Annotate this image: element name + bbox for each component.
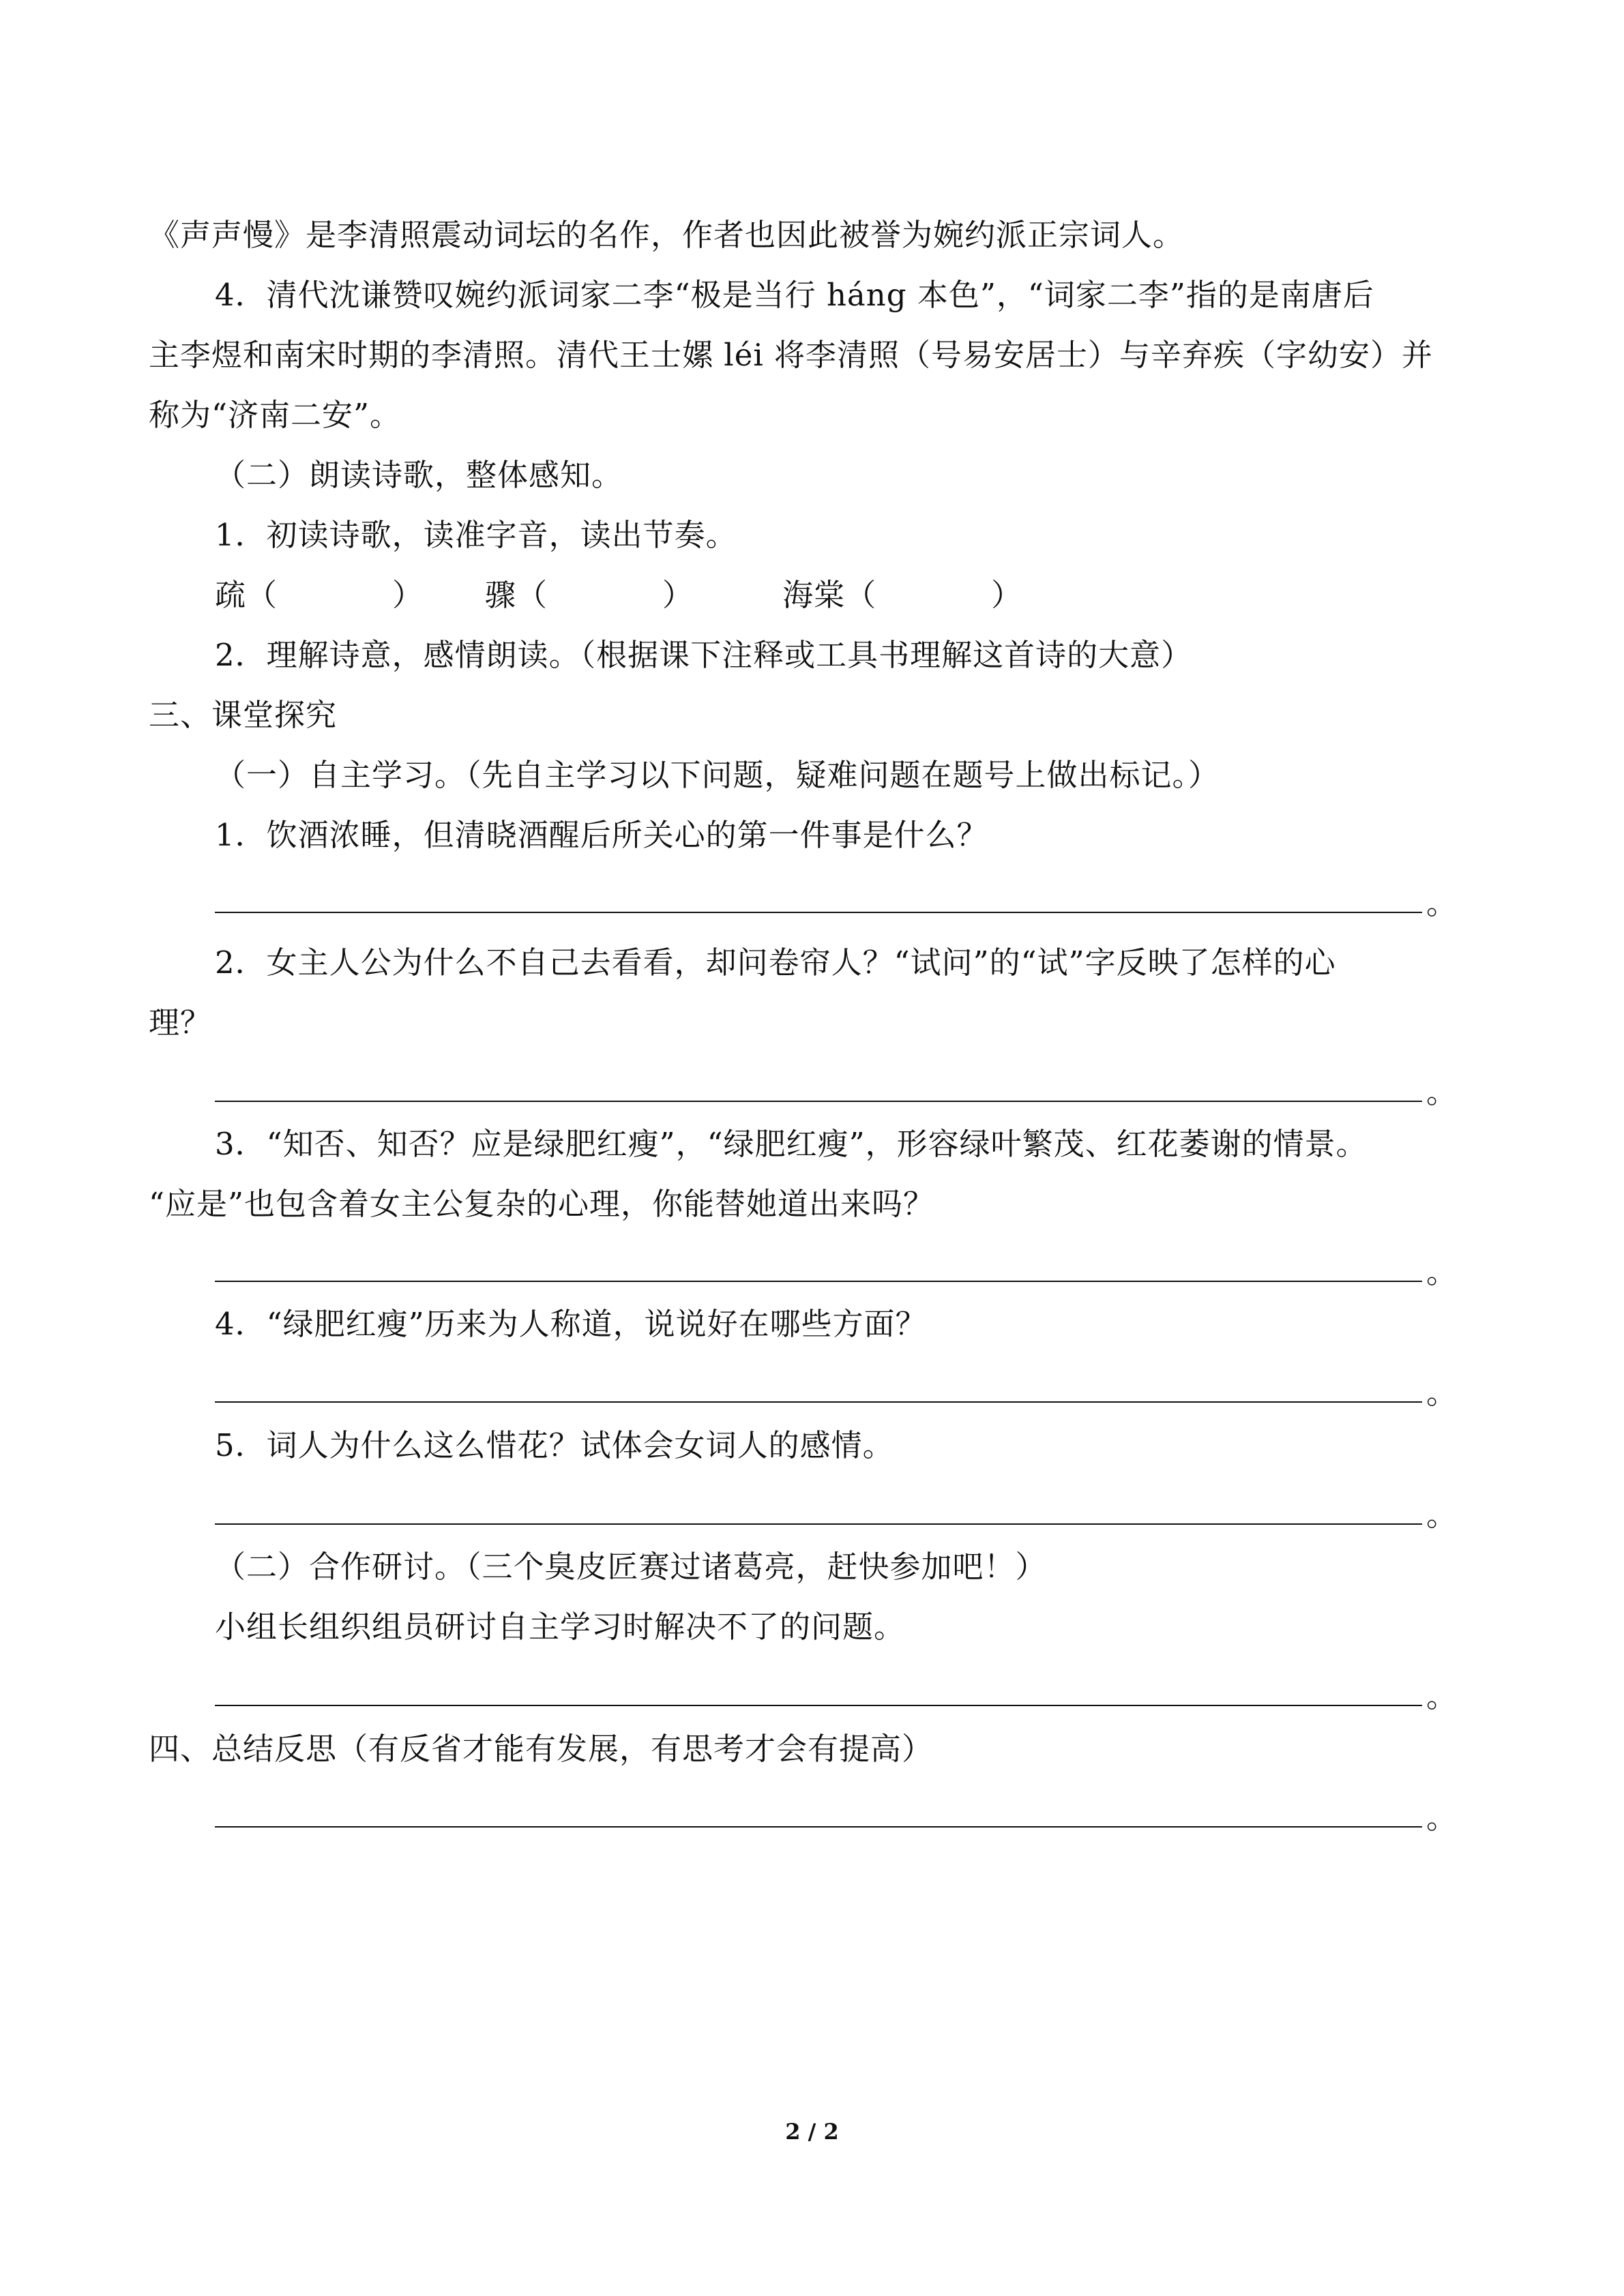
task-1-instruction: 1．初读诗歌，读准字音，读出节奏。 [215, 517, 737, 553]
answer-line-q1[interactable]: 。 [215, 876, 1443, 917]
question-5: 5．词人为什么这么惜花？试体会女词人的感情。 [215, 1427, 894, 1463]
task-2-instruction: 2．理解诗意，感情朗读。（根据课下注释或工具书理解这首诗的大意） [215, 637, 1193, 673]
answer-line-q3[interactable]: 。 [215, 1245, 1443, 1286]
intro-line-1: 《声声慢》是李清照震动词坛的名作，作者也因此被誉为婉约派正宗词人。 [149, 217, 1185, 253]
answer-line-q4[interactable]: 。 [215, 1366, 1443, 1407]
self-study-heading: （一）自主学习。（先自主学习以下问题，疑难问题在题号上做出标记。） [215, 757, 1220, 793]
section-2-2-heading: （二）朗读诗歌，整体感知。 [215, 457, 623, 493]
section-4-heading: 四、总结反思（有反省才能有发展，有思考才会有提高） [149, 1731, 934, 1767]
note-4-line-1: 4．清代沈谦赞叹婉约派词家二李“极是当行 háng 本色”，“词家二李”指的是南唐后 [215, 277, 1374, 313]
section-3-heading: 三、课堂探究 [149, 697, 338, 733]
pinyin-haitang-close: ） [991, 577, 1023, 613]
pinyin-zhou-label: 骤（ [485, 577, 548, 613]
pinyin-su-label: 疏（ [215, 577, 278, 613]
note-4-line-2: 主李煜和南宋时期的李清照。清代王士嫘 léi 将李清照（号易安居士）与辛弃疾（字幼安）并 [149, 337, 1434, 373]
answer-line-q2[interactable]: 。 [215, 1065, 1443, 1106]
pinyin-zhou-close: ） [662, 577, 694, 613]
page-number: 2 / 2 [785, 2119, 839, 2145]
answer-line-q5[interactable]: 。 [215, 1488, 1443, 1529]
cooperation-heading: （二）合作研讨。（三个臭皮匠赛过诸葛亮，赶快参加吧！） [215, 1549, 1047, 1585]
question-2-line-2: 理？ [149, 1004, 212, 1041]
question-1: 1．饮酒浓睡，但清晓酒醒后所关心的第一件事是什么？ [215, 817, 988, 853]
question-3-line-1: 3．“知否、知否？应是绿肥红瘦”，“绿肥红瘦”，形容绿叶繁茂、红花萎谢的情景。 [215, 1126, 1368, 1162]
question-2-line-1: 2．女主人公为什么不自己去看看，却问卷帘人？“试问”的“试”字反映了怎样的心 [215, 944, 1336, 981]
note-4-line-3: 称为“济南二安”。 [149, 397, 402, 433]
pinyin-su-close: ） [392, 577, 424, 613]
answer-line-reflection[interactable]: 。 [215, 1791, 1443, 1832]
pinyin-haitang-label: 海棠（ [782, 577, 877, 613]
answer-line-cooperation[interactable]: 。 [215, 1669, 1443, 1710]
question-3-line-2: “应是”也包含着女主公复杂的心理，你能替她道出来吗？ [149, 1186, 935, 1222]
cooperation-instruction: 小组长组织组员研讨自主学习时解决不了的问题。 [215, 1609, 906, 1645]
question-4: 4．“绿肥红瘦”历来为人称道，说说好在哪些方面？ [215, 1306, 927, 1342]
pinyin-row [0, 575, 1624, 616]
